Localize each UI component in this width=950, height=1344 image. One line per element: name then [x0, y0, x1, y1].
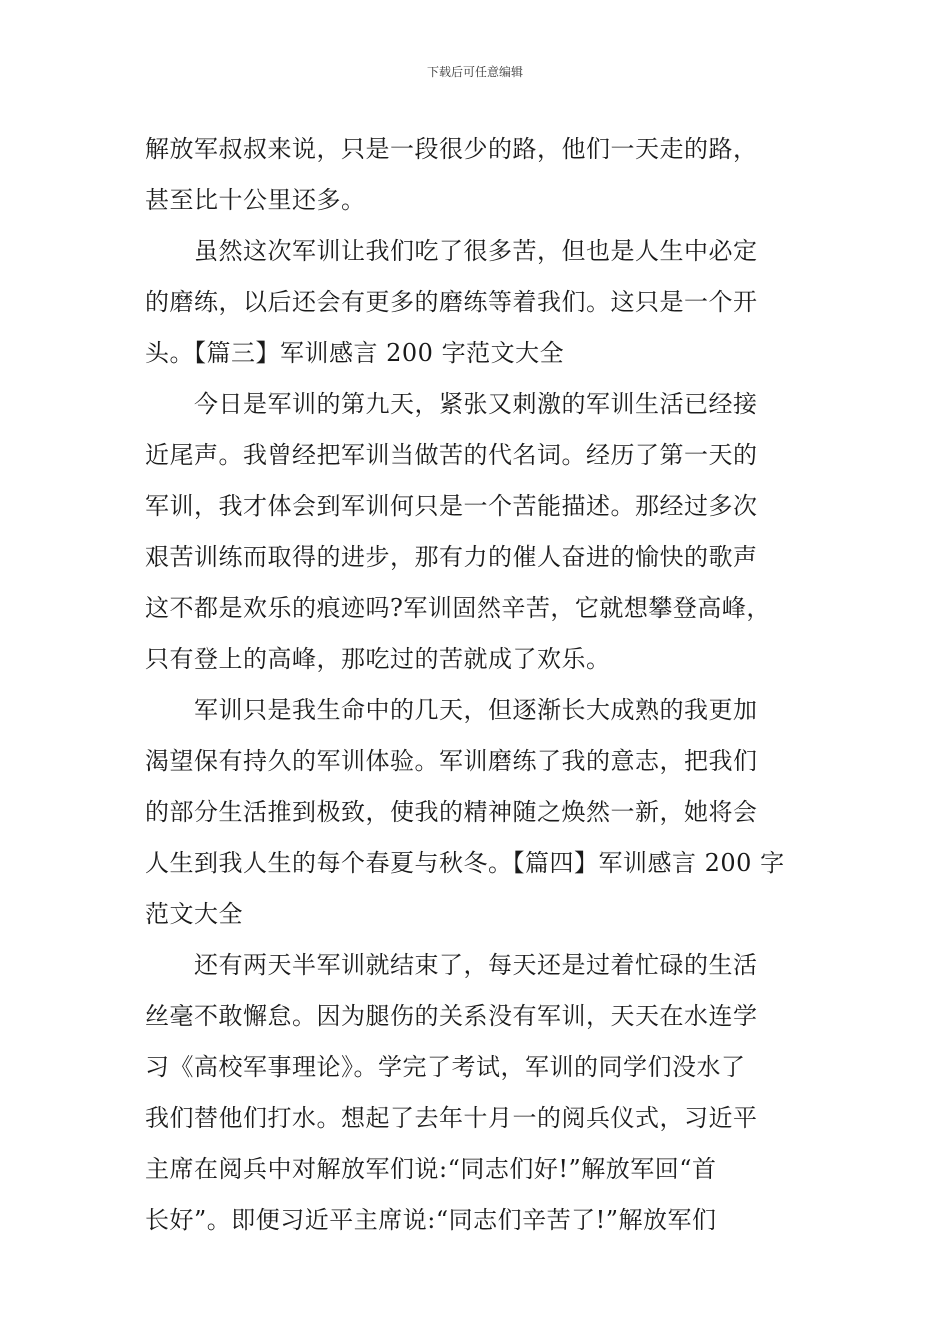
text-line: 的磨练，以后还会有更多的磨练等着我们。这只是一个开: [145, 288, 758, 316]
text-line: 我们替他们打水。想起了去年十月一的阅兵仪式，习近平: [145, 1104, 758, 1132]
text-line: 人生到我人生的每个春夏与秋冬。【篇四】军训感言 200 字: [145, 849, 785, 877]
text-line: 甚至比十公里还多。: [145, 186, 366, 214]
text-line: 长好”。即便习近平主席说:“同志们辛苦了!”解放军们: [145, 1206, 717, 1234]
text-line: 范文大全: [145, 900, 243, 928]
text-line: 的部分生活推到极致，使我的精神随之焕然一新，她将会: [145, 798, 758, 826]
text-line: 虽然这次军训让我们吃了很多苦，但也是人生中必定: [194, 237, 758, 265]
document-body: [145, 124, 807, 1246]
text-line: 这不都是欢乐的痕迹吗?军训固然辛苦，它就想攀登高峰，: [145, 594, 771, 622]
text-line: 军训，我才体会到军训何只是一个苦能描述。那经过多次: [145, 492, 758, 520]
text-line: 解放军叔叔来说，只是一段很少的路，他们一天走的路，: [145, 135, 758, 163]
page-header: 下载后可任意编辑: [426, 65, 523, 79]
text-line: 今日是军训的第九天，紧张又刺激的军训生活已经接: [194, 390, 758, 418]
text-line: 军训只是我生命中的几天，但逐渐长大成熟的我更加: [194, 696, 758, 724]
text-line: 丝毫不敢懈怠。因为腿伤的关系没有军训，天天在水连学: [145, 1002, 758, 1030]
text-line: 习《高校军事理论》。学完了考试，军训的同学们没水了: [145, 1053, 746, 1081]
text-line: 还有两天半军训就结束了，每天还是过着忙碌的生活: [194, 951, 758, 979]
text-line: 主席在阅兵中对解放军们说:“同志们好!”解放军回“首: [145, 1155, 717, 1183]
text-line: 艰苦训练而取得的进步，那有力的催人奋进的愉快的歌声: [145, 543, 758, 571]
text-line: 渴望保有持久的军训体验。军训磨练了我的意志，把我们: [145, 747, 758, 775]
text-line: 近尾声。我曾经把军训当做苦的代名词。经历了第一天的: [145, 441, 758, 469]
text-line: 只有登上的高峰，那吃过的苦就成了欢乐。: [145, 645, 611, 673]
text-line: 头。【篇三】军训感言 200 字范文大全: [145, 339, 565, 367]
